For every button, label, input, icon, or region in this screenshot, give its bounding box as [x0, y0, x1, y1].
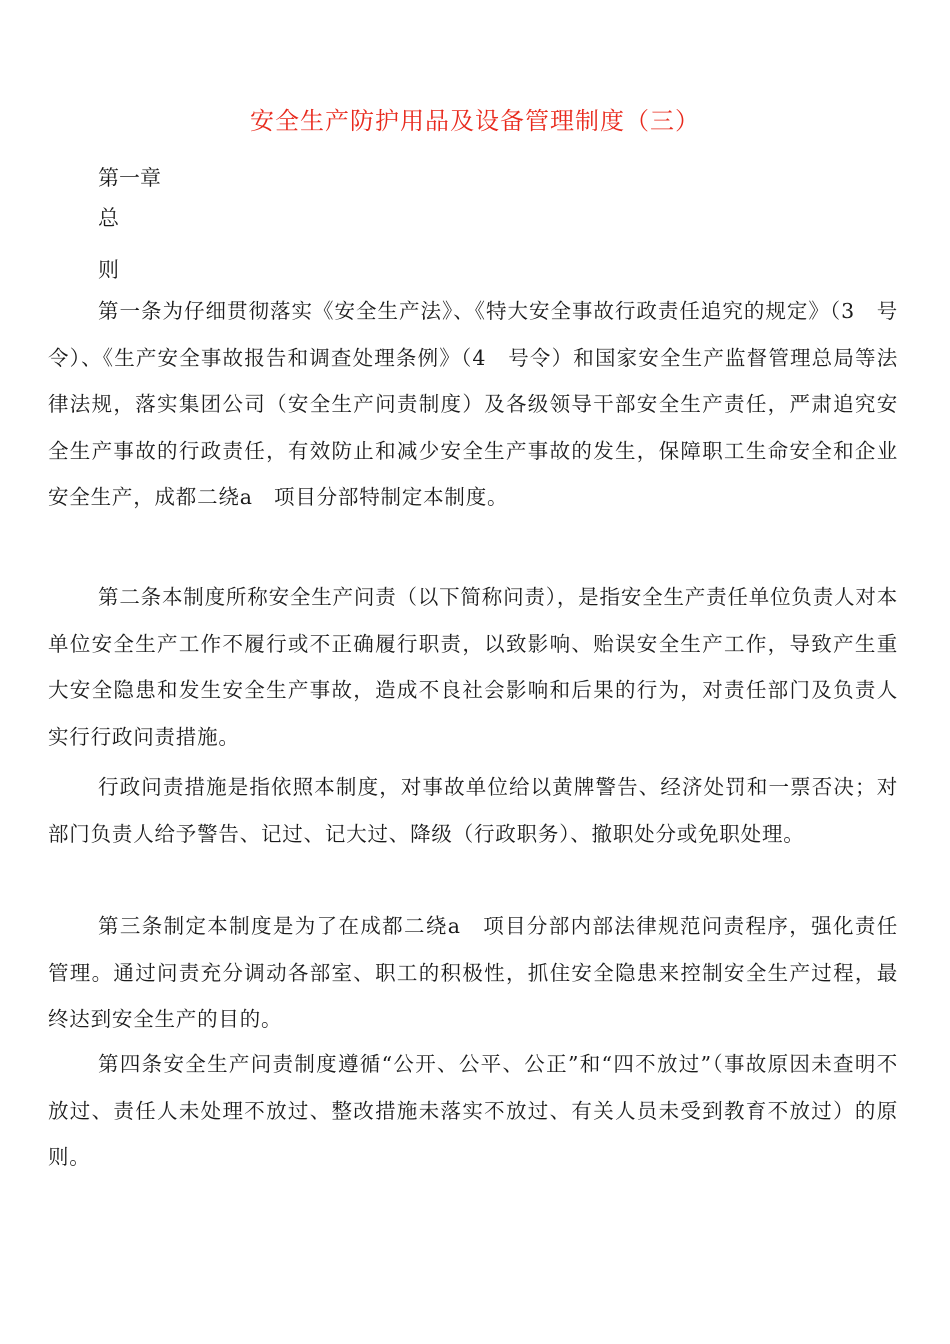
article-4-paragraph: 第四条安全生产问责制度遵循“公开、公平、公正”和“四不放过”（事故原因未查明不放过、责任人未处理不放过、整改措施未落实不放过、有关人员未受到教育不放过）的原则。 — [48, 1052, 898, 1169]
chapter-number: 第一章 — [98, 166, 161, 190]
article-3-paragraph: 第三条制定本制度是为了在成都二绕a 项目分部内部法律规范问责程序，强化责任管理。通过问责充分调动各部室、职工的积极性，抓住安全隐患来控制安全生产过程，最终达到安全生产的目的。 — [48, 914, 898, 1031]
chapter-name-second-char: 则 — [98, 258, 119, 282]
document-title: 安全生产防护用品及设备管理制度（三） — [250, 107, 700, 135]
administrative-measures-paragraph: 行政问责措施是指依照本制度，对事故单位给以黄牌警告、经济处罚和一票否决；对部门负责人给予警告、记过、记大过、降级（行政职务）、撤职处分或免职处理。 — [48, 775, 898, 846]
chapter-name-first-char: 总 — [98, 206, 119, 230]
article-2-paragraph: 第二条本制度所称安全生产问责（以下简称问责），是指安全生产责任单位负责人对本单位安全生产工作不履行或不正确履行职责，以致影响、贻误安全生产工作，导致产生重大安全隐患和发生安全生产事故，造成不良社会影响和后果的行为，对责任部门及负责人实行行政问责措施。 — [48, 585, 898, 749]
article-1-paragraph: 第一条为仔细贯彻落实《安全生产法》、《特大安全事故行政责任追究的规定》（3 号令）、《生产安全事故报告和调查处理条例》（4 号令）和国家安全生产监督管理总局等法律法规，落实集团公司（安全生产问责制度）及各级领导干部安全生产责任，严肃追究安全生产事故的行政责任，有效防止和减少安全生产事故的发生，保障职工生命安全和企业安全生产，成都二绕a 项目分部特制定本制度。 — [48, 299, 898, 509]
